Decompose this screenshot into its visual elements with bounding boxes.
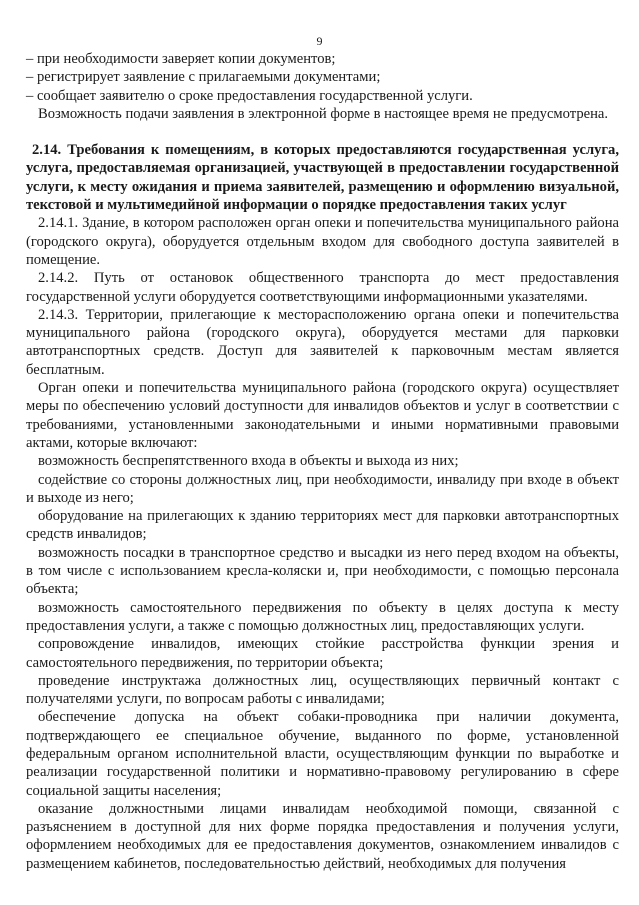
page-content	[26, 50, 619, 873]
measure-item: сопровождение инвалидов, имеющих стойкие расстройства функции зрения и самостоятельного передвижения, по территории объекта;	[26, 636, 619, 671]
paragraph-2-14-3: 2.14.3. Территории, прилегающие к месторасположению органа опеки и попечительства муниципального района (городского округа), оборудуется местами для парковки автотранспортных средств. Доступ для заявителей к парковочным местам является бесплатным.	[26, 306, 619, 378]
page-number: 9	[316, 34, 323, 48]
list-item: – при необходимости заверяет копии документов;	[26, 51, 336, 67]
measure-item: возможность самостоятельного передвижения по объекту в целях доступа к месту предоставления услуги, а также с помощью должностных лиц, предоставляющих услуги.	[26, 599, 619, 634]
measure-item: возможность беспрепятственного входа в объекты и выхода из них;	[38, 453, 459, 470]
measure-item: содействие со стороны должностных лиц, при необходимости, инвалиду при входе в объект и выходе из него;	[26, 471, 619, 506]
paragraph-accessibility-intro: Орган опеки и попечительства муниципального района (городского округа) осуществляет меры по обеспечению условий доступности для инвалидов объектов и услуг в соответствии с требованиями, установленными законодательными и иными нормативными правовыми актами, которые включают:	[26, 380, 619, 451]
measure-item: обеспечение допуска на объект собаки-проводника при наличии документа, подтверждающего ее специальное обучение, выданного по форме, установленной федеральным органом исполнительной власти, осуществляющим функции по выработке и реализации государственной политики и нормативно-правовому регулированию в сфере социальной защиты населения;	[26, 709, 619, 799]
section-gap	[26, 123, 619, 141]
measure-item: оказание должностными лицами инвалидам необходимой помощи, связанной с разъяснением в доступной для них форме порядка предоставления и получения услуги, оформлением необходимых для ее предоставления документов, ознакомлением инвалидов с размещением кабинетов, последовательностью действий, необходимых для получения	[26, 800, 619, 872]
list-item: – сообщает заявителю о сроке предоставления государственной услуги.	[26, 87, 473, 104]
measure-item: оборудование на прилегающих к зданию территориях мест для парковки автотранспортных средств инвалидов;	[26, 508, 619, 543]
section-heading: 2.14. Требования к помещениям, в которых предоставляются государственная услуга, услуга, предоставляемая организацией, участвующей в предоставлении государственной услуги, к месту ожидания и приема заявителей, размещению и оформлению визуальной, текстовой и мультимедийной информации о порядке предоставления таких услуг	[26, 142, 619, 214]
measure-item: возможность посадки в транспортное средство и высадки из него перед входом на объекты, в том числе с использованием кресла-коляски и, при необходимости, с помощью персонала объекта;	[26, 544, 619, 598]
paragraph-2-14-1: 2.14.1. Здание, в котором расположен орган опеки и попечительства муниципального района (городского округа), оборудуется отдельным входом для свободного доступа заявителей в помещение.	[26, 215, 619, 268]
paragraph-2-14-2: 2.14.2. Путь от остановок общественного транспорта до мест предоставления государственной услуги оборудуется соответствующими информационными указателями.	[26, 270, 619, 305]
measure-item: проведение инструктажа должностных лиц, осуществляющих первичный контакт с получателями услуги, по вопросам работы с инвалидами;	[26, 672, 619, 708]
list-item: – регистрирует заявление с прилагаемыми документами;	[26, 69, 381, 86]
electronic-submission-note: Возможность подачи заявления в электронной форме в настоящее время не предусмотрена.	[38, 105, 609, 122]
